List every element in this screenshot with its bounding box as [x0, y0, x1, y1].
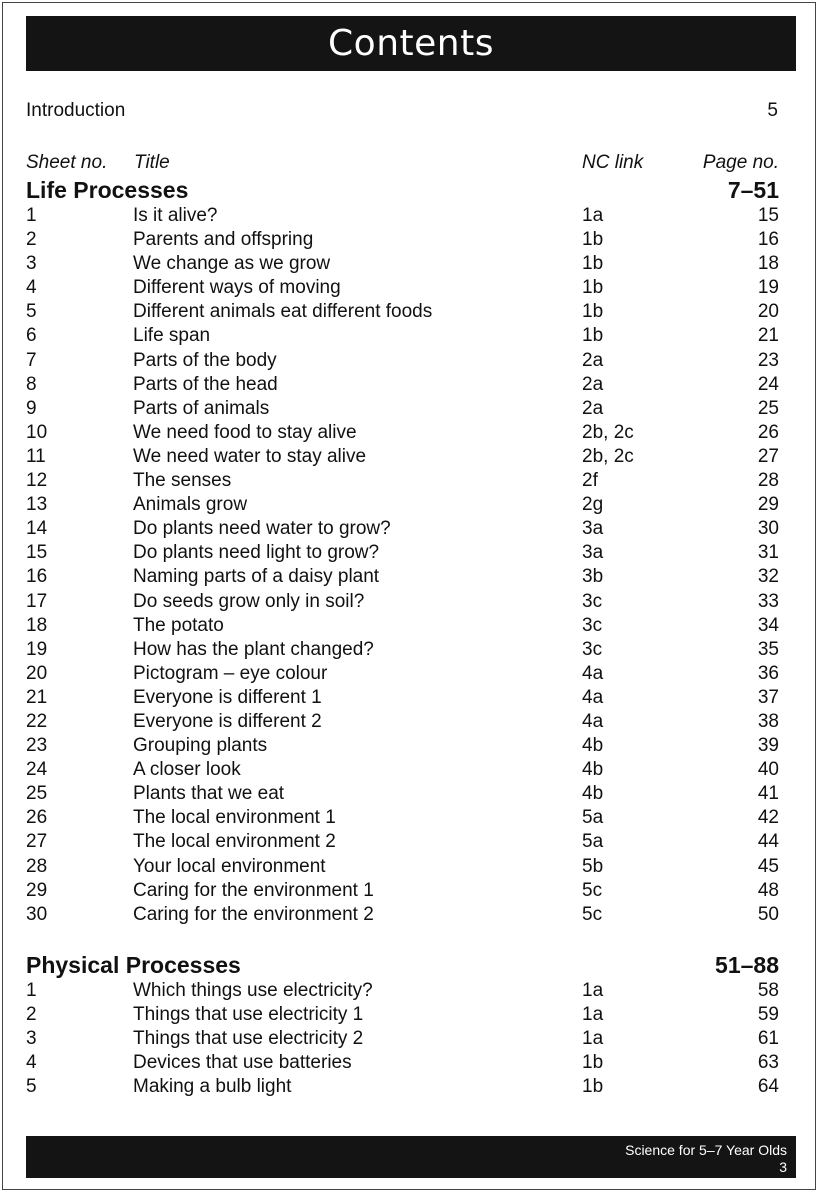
section-life-processes	[26, 176, 779, 927]
sheet-number: 23	[26, 735, 48, 757]
page-number: 34	[757, 614, 779, 636]
page-number: 61	[757, 1028, 779, 1050]
sheet-title: Grouping plants	[133, 735, 268, 757]
section-physical-processes	[26, 951, 779, 1099]
contents-row	[26, 1003, 779, 1027]
sheet-number: 16	[26, 566, 48, 588]
sheet-number: 19	[26, 638, 48, 660]
sheet-title: Different animals eat different foods	[133, 301, 433, 323]
page-number: 45	[757, 855, 779, 877]
sheet-number: 3	[26, 253, 37, 275]
contents-row	[26, 806, 779, 830]
sheet-number: 13	[26, 494, 48, 516]
sheet-number: 5	[26, 1076, 37, 1098]
sheet-number: 3	[26, 1028, 37, 1050]
contents-row	[26, 324, 779, 348]
sheet-number: 28	[26, 855, 48, 877]
contents-row	[26, 373, 779, 397]
sheet-number: 17	[26, 590, 48, 612]
nc-link: 3b	[582, 566, 604, 588]
sheet-number: 27	[26, 831, 48, 853]
sheet-number: 4	[26, 1052, 37, 1074]
contents-row	[26, 1075, 779, 1099]
page-number: 18	[757, 253, 779, 275]
sheet-number: 21	[26, 686, 48, 708]
section-pages: 7–51	[727, 177, 779, 203]
contents-row	[26, 686, 779, 710]
sheet-number: 1	[26, 980, 37, 1001]
contents-row	[26, 252, 779, 276]
nc-link: 1b	[582, 229, 604, 251]
sheet-title: We need food to stay alive	[133, 421, 357, 443]
page-title: Contents	[328, 23, 494, 64]
nc-link: 5a	[582, 807, 604, 829]
page-number: 23	[757, 349, 779, 371]
footer-page-number: 3	[779, 1159, 787, 1175]
sheet-number: 9	[26, 397, 37, 419]
page-number: 37	[757, 686, 779, 708]
sheet-title: Devices that use batteries	[133, 1052, 352, 1074]
sheet-title: Pictogram – eye colour	[133, 662, 328, 684]
contents-row	[26, 276, 779, 300]
contents-row	[26, 421, 779, 445]
sheet-title: Making a bulb light	[133, 1076, 292, 1098]
sheet-number: 14	[26, 518, 48, 540]
nc-link: 2b, 2c	[582, 421, 634, 443]
nc-link: 1b	[582, 277, 604, 299]
sheet-title: Do plants need water to grow?	[133, 518, 391, 540]
sheet-number: 22	[26, 710, 48, 732]
column-header-sheet: Sheet no.	[26, 152, 108, 173]
nc-link: 4a	[582, 686, 604, 708]
nc-link: 2b, 2c	[582, 445, 634, 467]
section-pages: 51–88	[715, 952, 779, 978]
sheet-number: 4	[26, 277, 37, 299]
sheet-title: Plants that we eat	[133, 783, 285, 805]
nc-link: 5a	[582, 831, 604, 853]
section-title: Physical Processes	[26, 952, 241, 978]
contents-row	[26, 1027, 779, 1051]
sheet-title: We need water to stay alive	[133, 445, 367, 467]
page-number: 39	[757, 735, 779, 757]
contents-row	[26, 397, 779, 421]
sheet-title: Parents and offspring	[133, 229, 314, 251]
contents-row	[26, 300, 779, 324]
sheet-title: Animals grow	[133, 494, 248, 516]
contents-row	[26, 614, 779, 638]
page-number: 16	[757, 229, 779, 251]
section-title: Life Processes	[26, 177, 189, 203]
sheet-number: 29	[26, 879, 48, 901]
nc-link: 4a	[582, 662, 604, 684]
footer-book-title: Science for 5–7 Year Olds	[625, 1142, 787, 1158]
page-number: 30	[757, 518, 779, 540]
sheet-number: 1	[26, 205, 37, 226]
nc-link: 2a	[582, 397, 604, 419]
nc-link: 2f	[582, 470, 598, 492]
page-number: 28	[757, 470, 779, 492]
page-number: 63	[757, 1052, 779, 1074]
sheet-number: 11	[26, 445, 46, 467]
contents-row	[26, 517, 779, 541]
nc-link: 3c	[582, 614, 603, 636]
page-number: 36	[757, 662, 779, 684]
contents-row	[26, 349, 779, 373]
sheet-title: Things that use electricity 2	[133, 1028, 364, 1050]
sheet-title: Caring for the environment 2	[133, 903, 374, 925]
sheet-title: The local environment 2	[133, 831, 336, 853]
sheet-title: The senses	[133, 470, 232, 492]
sheet-number: 7	[26, 349, 37, 371]
contents-row	[26, 541, 779, 565]
sheet-title: A closer look	[133, 759, 241, 781]
sheet-title: Life span	[133, 325, 211, 347]
nc-link: 1b	[582, 301, 604, 323]
nc-link: 2a	[582, 349, 604, 371]
sheet-number: 25	[26, 783, 48, 805]
page-number: 48	[757, 879, 779, 901]
contents-row	[26, 903, 779, 927]
page-number: 35	[757, 638, 779, 660]
contents-row	[26, 758, 779, 782]
page-number: 24	[757, 373, 779, 395]
sheet-title: Which things use electricity?	[133, 980, 373, 1001]
introduction-row	[26, 100, 778, 122]
sheet-title: Is it alive?	[133, 205, 218, 226]
nc-link: 3a	[582, 542, 604, 564]
page-number: 32	[757, 566, 779, 588]
page-number: 50	[757, 903, 779, 925]
page-number: 27	[757, 445, 779, 467]
contents-row	[26, 879, 779, 903]
footer-bar	[26, 1136, 796, 1178]
sheet-number: 6	[26, 325, 37, 347]
section-heading	[26, 951, 779, 979]
contents-row	[26, 782, 779, 806]
contents-row	[26, 204, 779, 228]
page-number: 25	[757, 397, 779, 419]
page-number: 59	[757, 1004, 779, 1026]
sheet-title: Different ways of moving	[133, 277, 341, 299]
page-number: 21	[757, 325, 779, 347]
column-header-title: Title	[134, 152, 170, 173]
contents-row	[26, 662, 779, 686]
sheet-title: Naming parts of a daisy plant	[133, 566, 380, 588]
contents-row	[26, 1051, 779, 1075]
sheet-title: Everyone is different 1	[133, 686, 322, 708]
sheet-title: Caring for the environment 1	[133, 879, 374, 901]
contents-row	[26, 979, 779, 1003]
nc-link: 4b	[582, 759, 604, 781]
column-header-nc: NC link	[582, 152, 644, 173]
sheet-number: 2	[26, 1004, 37, 1026]
nc-link: 1a	[582, 980, 604, 1001]
contents-row	[26, 565, 779, 589]
column-header-page: Page no.	[702, 152, 779, 173]
contents-row	[26, 638, 779, 662]
nc-link: 1a	[582, 1004, 604, 1026]
contents-row	[26, 855, 779, 879]
page-number: 64	[757, 1076, 779, 1098]
page-number: 40	[757, 759, 779, 781]
nc-link: 2a	[582, 373, 604, 395]
page-number: 31	[757, 542, 779, 564]
contents-row	[26, 493, 779, 517]
sheet-number: 10	[26, 421, 48, 443]
sheet-title: Things that use electricity 1	[133, 1004, 364, 1026]
sheet-title: Everyone is different 2	[133, 710, 322, 732]
nc-link: 1a	[582, 205, 604, 226]
page-number: 38	[757, 710, 779, 732]
introduction-page: 5	[767, 100, 778, 121]
section-rows	[26, 979, 779, 1099]
section-rows	[26, 204, 779, 927]
sheet-title: The potato	[133, 614, 224, 636]
contents-row	[26, 445, 779, 469]
nc-link: 3c	[582, 638, 603, 660]
nc-link: 1b	[582, 1076, 604, 1098]
page-number: 19	[757, 277, 779, 299]
page-number: 41	[757, 783, 779, 805]
page-number: 44	[757, 831, 779, 853]
page-number: 15	[757, 205, 779, 226]
contents-row	[26, 590, 779, 614]
sheet-number: 2	[26, 229, 37, 251]
page-number: 26	[757, 421, 779, 443]
nc-link: 3a	[582, 518, 604, 540]
page-number: 42	[757, 807, 779, 829]
contents-row	[26, 734, 779, 758]
nc-link: 1a	[582, 1028, 604, 1050]
sheet-number: 8	[26, 373, 37, 395]
nc-link: 5c	[582, 903, 603, 925]
sheet-title: The local environment 1	[133, 807, 336, 829]
page-number: 33	[757, 590, 779, 612]
nc-link: 2g	[582, 494, 604, 516]
sheet-title: How has the plant changed?	[133, 638, 374, 660]
sheet-title: We change as we grow	[133, 253, 331, 275]
nc-link: 4b	[582, 735, 604, 757]
sheet-number: 15	[26, 542, 48, 564]
sheet-title: Do plants need light to grow?	[133, 542, 380, 564]
contents-row	[26, 830, 779, 854]
sheet-title: Do seeds grow only in soil?	[133, 590, 365, 612]
introduction-label: Introduction	[26, 100, 126, 121]
sheet-title: Parts of the body	[133, 349, 277, 371]
page-number: 29	[757, 494, 779, 516]
nc-link: 4b	[582, 783, 604, 805]
nc-link: 1b	[582, 253, 604, 275]
sheet-number: 5	[26, 301, 37, 323]
contents-row	[26, 710, 779, 734]
title-bar	[26, 16, 796, 71]
section-heading	[26, 176, 779, 204]
sheet-number: 30	[26, 903, 48, 925]
sheet-number: 12	[26, 470, 48, 492]
sheet-number: 24	[26, 759, 48, 781]
page-number: 20	[757, 301, 779, 323]
sheet-number: 26	[26, 807, 48, 829]
contents-row	[26, 469, 779, 493]
nc-link: 1b	[582, 325, 604, 347]
nc-link: 1b	[582, 1052, 604, 1074]
nc-link: 5c	[582, 879, 603, 901]
nc-link: 3c	[582, 590, 603, 612]
sheet-title: Parts of animals	[133, 397, 270, 419]
sheet-number: 20	[26, 662, 48, 684]
contents-row	[26, 228, 779, 252]
sheet-title: Your local environment	[133, 855, 326, 877]
nc-link: 5b	[582, 855, 604, 877]
sheet-title: Parts of the head	[133, 373, 278, 395]
page-number: 58	[757, 980, 779, 1001]
sheet-number: 18	[26, 614, 48, 636]
nc-link: 4a	[582, 710, 604, 732]
